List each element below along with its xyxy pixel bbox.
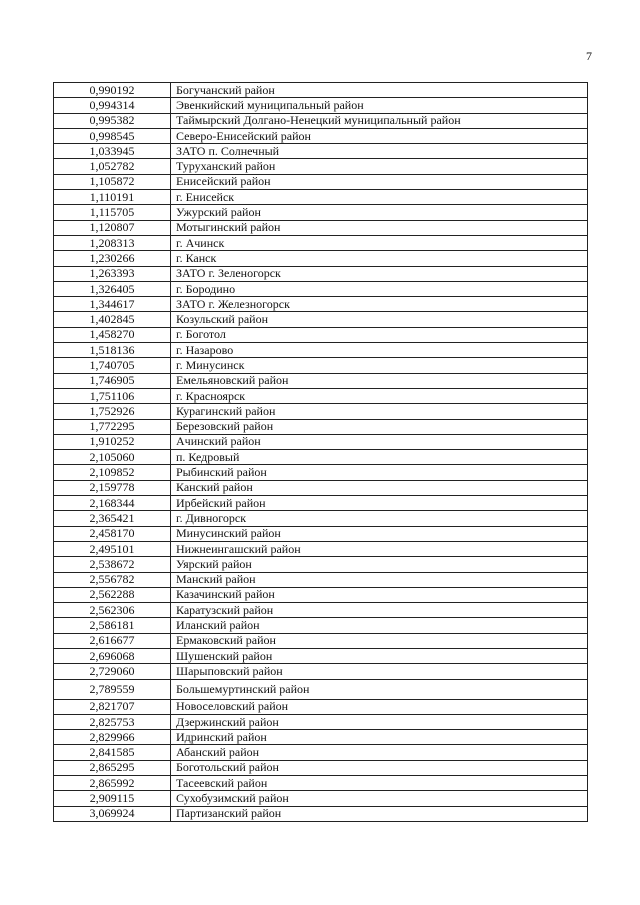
coefficient-cell: 1,751106: [54, 388, 171, 403]
table-row: [54, 434, 588, 449]
coefficient-cell: 1,033945: [54, 144, 171, 159]
coefficient-cell: 2,168344: [54, 496, 171, 511]
coefficient-cell: 1,230266: [54, 251, 171, 266]
table-row: [54, 572, 588, 587]
municipality-cell: п. Кедровый: [171, 450, 588, 465]
table-row: [54, 174, 588, 189]
table-row: [54, 730, 588, 745]
municipality-cell: ЗАТО г. Железногорск: [171, 297, 588, 312]
table-row: [54, 618, 588, 633]
municipality-cell: Ачинский район: [171, 434, 588, 449]
table-row: [54, 541, 588, 556]
municipality-cell: Иланский район: [171, 618, 588, 633]
municipality-cell: г. Назарово: [171, 343, 588, 358]
coefficient-cell: 0,998545: [54, 128, 171, 143]
coefficient-cell: 1,326405: [54, 281, 171, 296]
table-row: [54, 251, 588, 266]
table-row: [54, 235, 588, 250]
table-row: [54, 159, 588, 174]
coefficient-cell: 0,994314: [54, 98, 171, 113]
table-row: [54, 557, 588, 572]
table-row: [54, 419, 588, 434]
table-row: [54, 465, 588, 480]
table-row: [54, 745, 588, 760]
municipality-cell: Канский район: [171, 480, 588, 495]
municipality-cell: Большемуртинский район: [171, 679, 588, 699]
coefficient-cell: 1,752926: [54, 404, 171, 419]
municipality-cell: г. Минусинск: [171, 358, 588, 373]
table-row: [54, 480, 588, 495]
municipality-cell: Северо-Енисейский район: [171, 128, 588, 143]
coefficient-cell: 2,829966: [54, 730, 171, 745]
municipality-cell: Уярский район: [171, 557, 588, 572]
coefficient-cell: 2,696068: [54, 648, 171, 663]
table-row: [54, 190, 588, 205]
table-row: [54, 791, 588, 806]
coefficient-cell: 2,538672: [54, 557, 171, 572]
table-row: [54, 83, 588, 98]
table-row: [54, 98, 588, 113]
table-row: [54, 587, 588, 602]
municipality-cell: Мотыгинский район: [171, 220, 588, 235]
coefficient-cell: 1,120807: [54, 220, 171, 235]
coefficient-cell: 1,746905: [54, 373, 171, 388]
municipality-cell: Манский район: [171, 572, 588, 587]
coefficient-cell: 1,263393: [54, 266, 171, 281]
municipality-cell: ЗАТО п. Солнечный: [171, 144, 588, 159]
municipality-cell: Ермаковский район: [171, 633, 588, 648]
coefficient-cell: 2,821707: [54, 699, 171, 714]
coefficient-cell: 2,841585: [54, 745, 171, 760]
coefficient-cell: 1,740705: [54, 358, 171, 373]
coefficient-cell: 2,616677: [54, 633, 171, 648]
table-row: [54, 343, 588, 358]
municipality-cell: Эвенкийский муниципальный район: [171, 98, 588, 113]
municipality-cell: Енисейский район: [171, 174, 588, 189]
coefficient-cell: 1,910252: [54, 434, 171, 449]
table-row: [54, 266, 588, 281]
municipality-cell: Шушенский район: [171, 648, 588, 663]
table-row: [54, 699, 588, 714]
coefficient-cell: 0,995382: [54, 113, 171, 128]
municipality-cell: Новоселовский район: [171, 699, 588, 714]
coefficient-cell: 1,052782: [54, 159, 171, 174]
table-row: [54, 664, 588, 679]
municipality-cell: ЗАТО г. Зеленогорск: [171, 266, 588, 281]
municipality-cell: Тасеевский район: [171, 776, 588, 791]
coefficient-cell: 2,365421: [54, 511, 171, 526]
table-row: [54, 511, 588, 526]
table-row: [54, 312, 588, 327]
table-row: [54, 281, 588, 296]
municipality-cell: Шарыповский район: [171, 664, 588, 679]
municipality-cell: Емельяновский район: [171, 373, 588, 388]
table-row: [54, 450, 588, 465]
municipality-cell: Таймырский Долгано-Ненецкий муниципальный район: [171, 113, 588, 128]
coefficient-cell: 1,208313: [54, 235, 171, 250]
municipality-cell: Каратузский район: [171, 603, 588, 618]
municipality-cell: г. Ачинск: [171, 235, 588, 250]
municipality-cell: г. Канск: [171, 251, 588, 266]
table-row: [54, 603, 588, 618]
municipality-cell: г. Боготол: [171, 327, 588, 342]
coefficient-cell: 2,789559: [54, 679, 171, 699]
coefficient-cell: 1,110191: [54, 190, 171, 205]
table-row: [54, 496, 588, 511]
coefficient-cell: 2,562306: [54, 603, 171, 618]
table-row: [54, 806, 588, 821]
coefficient-cell: 1,772295: [54, 419, 171, 434]
municipality-cell: Ирбейский район: [171, 496, 588, 511]
table-row: [54, 679, 588, 699]
table-row: [54, 776, 588, 791]
coefficient-cell: 1,458270: [54, 327, 171, 342]
coefficient-cell: 2,159778: [54, 480, 171, 495]
table-row: [54, 128, 588, 143]
table-row: [54, 526, 588, 541]
coefficient-cell: 2,458170: [54, 526, 171, 541]
municipality-cell: Дзержинский район: [171, 714, 588, 729]
coefficient-cell: 2,825753: [54, 714, 171, 729]
municipality-cell: г. Бородино: [171, 281, 588, 296]
coefficient-cell: 1,344617: [54, 297, 171, 312]
coefficient-cell: 2,729060: [54, 664, 171, 679]
table-row: [54, 388, 588, 403]
coefficient-cell: 1,402845: [54, 312, 171, 327]
coefficient-cell: 2,865295: [54, 760, 171, 775]
coefficient-cell: 1,105872: [54, 174, 171, 189]
table-body: [54, 83, 588, 822]
municipality-cell: Туруханский район: [171, 159, 588, 174]
municipality-cell: Ужурский район: [171, 205, 588, 220]
table-row: [54, 327, 588, 342]
table-row: [54, 648, 588, 663]
table-row: [54, 633, 588, 648]
coefficient-cell: 3,069924: [54, 806, 171, 821]
municipality-cell: Боготольский район: [171, 760, 588, 775]
coefficient-cell: 2,586181: [54, 618, 171, 633]
coefficient-cell: 1,115705: [54, 205, 171, 220]
municipality-cell: г. Дивногорск: [171, 511, 588, 526]
municipality-cell: Идринский район: [171, 730, 588, 745]
municipality-cell: Березовский район: [171, 419, 588, 434]
municipality-cell: Казачинский район: [171, 587, 588, 602]
page-number: 7: [586, 49, 592, 63]
coefficient-table: [53, 82, 588, 822]
coefficient-cell: 1,518136: [54, 343, 171, 358]
municipality-cell: Абанский район: [171, 745, 588, 760]
table-row: [54, 373, 588, 388]
coefficient-cell: 2,105060: [54, 450, 171, 465]
municipality-cell: Рыбинский район: [171, 465, 588, 480]
municipality-cell: Партизанский район: [171, 806, 588, 821]
table-row: [54, 297, 588, 312]
municipality-cell: Сухобузимский район: [171, 791, 588, 806]
coefficient-cell: 2,909115: [54, 791, 171, 806]
coefficient-cell: 2,562288: [54, 587, 171, 602]
municipality-cell: г. Красноярск: [171, 388, 588, 403]
coefficient-cell: 2,109852: [54, 465, 171, 480]
table-row: [54, 144, 588, 159]
municipality-cell: Козульский район: [171, 312, 588, 327]
municipality-cell: Богучанский район: [171, 83, 588, 98]
table-row: [54, 358, 588, 373]
coefficient-cell: 2,556782: [54, 572, 171, 587]
municipality-cell: Минусинский район: [171, 526, 588, 541]
table-row: [54, 760, 588, 775]
coefficient-cell: 2,495101: [54, 541, 171, 556]
coefficient-cell: 2,865992: [54, 776, 171, 791]
table-row: [54, 714, 588, 729]
table-row: [54, 113, 588, 128]
table-row: [54, 205, 588, 220]
municipality-cell: Курагинский район: [171, 404, 588, 419]
table-row: [54, 220, 588, 235]
municipality-cell: Нижнеингашский район: [171, 541, 588, 556]
municipality-cell: г. Енисейск: [171, 190, 588, 205]
table-row: [54, 404, 588, 419]
coefficient-cell: 0,990192: [54, 83, 171, 98]
